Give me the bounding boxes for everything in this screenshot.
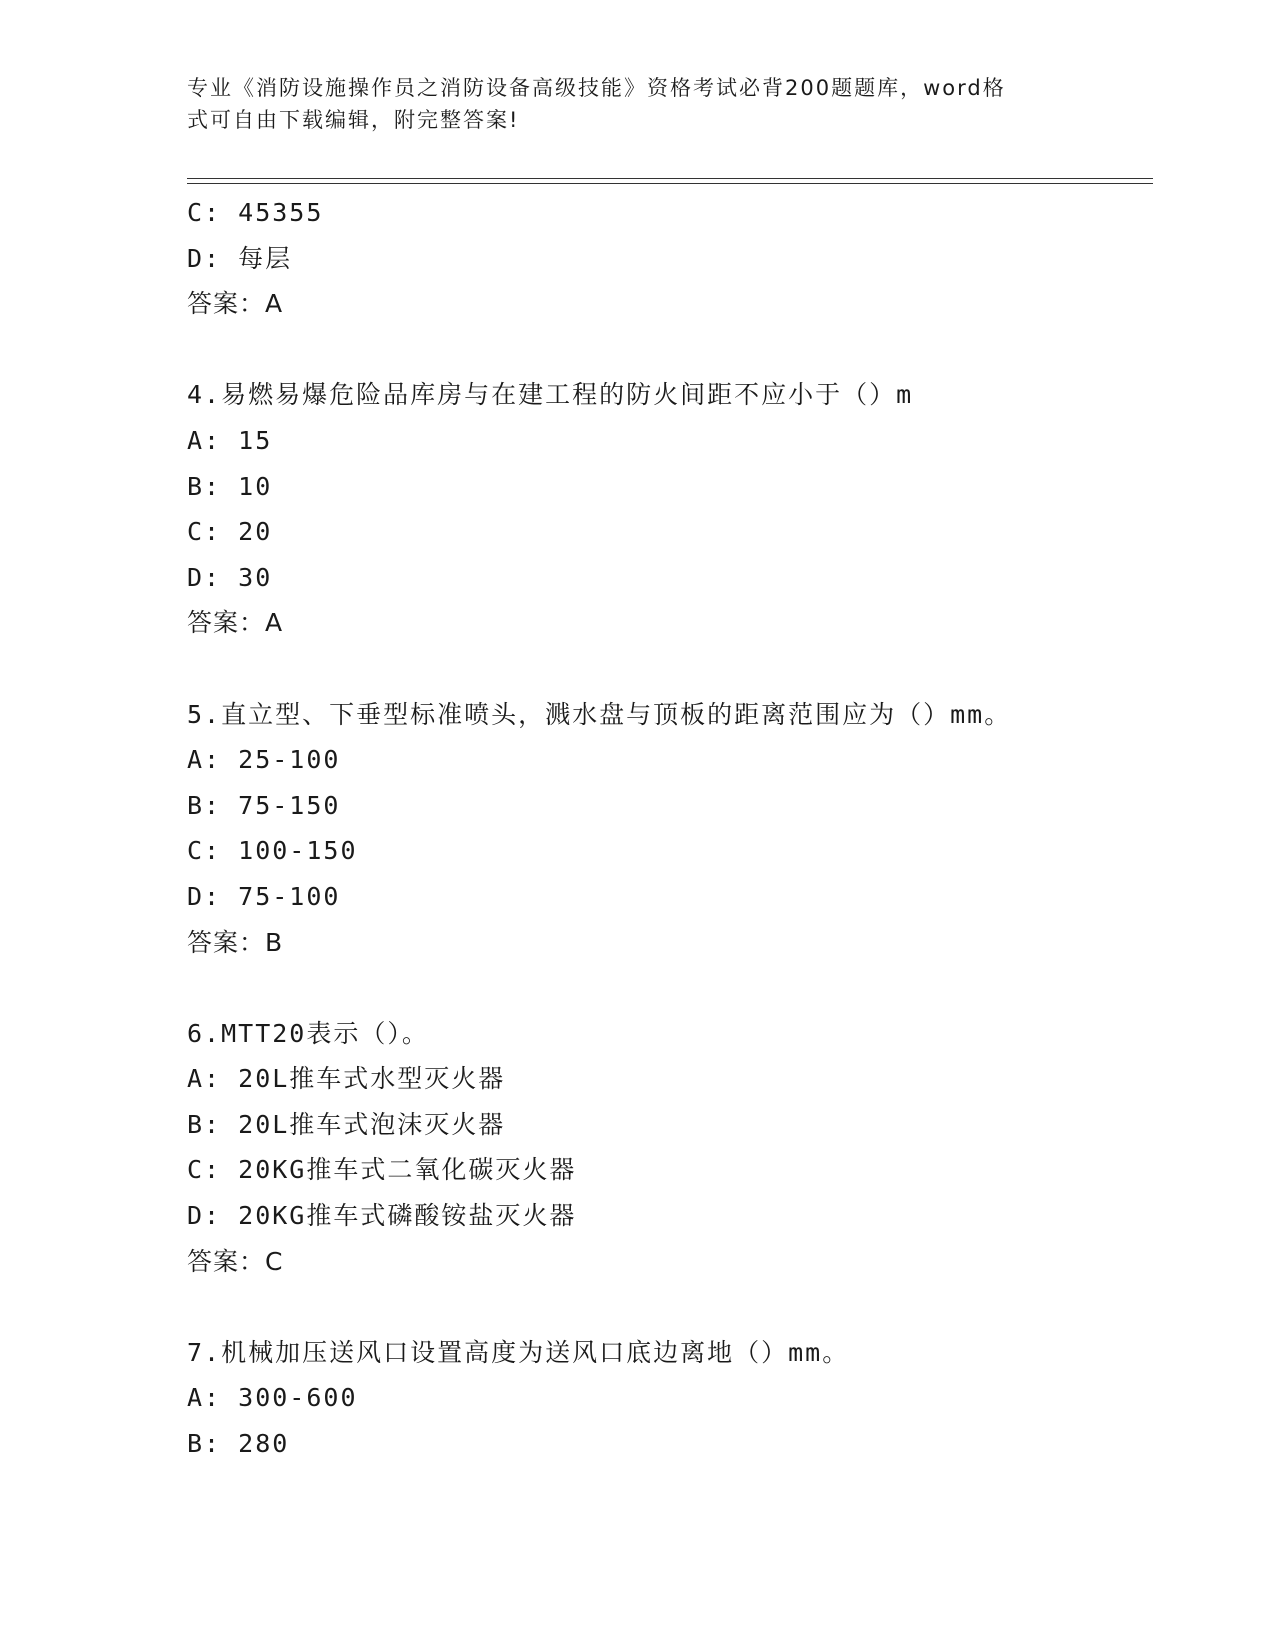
header-rule-top bbox=[187, 178, 1153, 179]
option-d: D: 每层 bbox=[187, 243, 293, 273]
question-stem: 5.直立型、下垂型标准喷头，溅水盘与顶板的距离范围应为（）mm。 bbox=[187, 699, 1012, 729]
document-header bbox=[187, 72, 1067, 136]
question-list bbox=[187, 190, 1153, 1467]
header-line-2: 式可自由下载编辑，附完整答案! bbox=[187, 108, 520, 132]
question-stem: 7.机械加压送风口设置高度为送风口底边离地（）mm。 bbox=[187, 1337, 850, 1367]
option-a: A: 20L推车式水型灭火器 bbox=[187, 1064, 506, 1094]
question-stem: 4.易燃易爆危险品库房与在建工程的防火间距不应小于（）m bbox=[187, 380, 914, 410]
spacer bbox=[187, 965, 1153, 1011]
question-6 bbox=[187, 1011, 1153, 1285]
spacer bbox=[187, 1284, 1153, 1330]
header-rule-bottom bbox=[187, 183, 1153, 184]
option-c: C: 100-150 bbox=[187, 836, 358, 866]
question-7 bbox=[187, 1330, 1153, 1467]
option-c: C: 20KG推车式二氧化碳灭火器 bbox=[187, 1155, 577, 1185]
option-a: A: 25-100 bbox=[187, 745, 341, 775]
question-stem: 6.MTT20表示（）。 bbox=[187, 1018, 429, 1048]
option-d: D: 20KG推车式磷酸铵盐灭火器 bbox=[187, 1201, 577, 1231]
question-5 bbox=[187, 692, 1153, 966]
spacer bbox=[187, 646, 1153, 692]
option-b: B: 280 bbox=[187, 1429, 290, 1459]
option-c: C: 45355 bbox=[187, 198, 324, 227]
answer: 答案：A bbox=[187, 289, 284, 319]
option-b: B: 10 bbox=[187, 471, 273, 501]
option-c: C: 20 bbox=[187, 517, 273, 547]
answer: 答案：B bbox=[187, 927, 284, 957]
option-b: B: 75-150 bbox=[187, 790, 341, 820]
option-d: D: 75-100 bbox=[187, 881, 341, 911]
header-line-1: 专业《消防设施操作员之消防设备高级技能》资格考试必背200题题库，word格 bbox=[187, 76, 1006, 100]
option-b: B: 20L推车式泡沫灭火器 bbox=[187, 1109, 506, 1139]
question-continued bbox=[187, 190, 1153, 327]
option-a: A: 300-600 bbox=[187, 1383, 358, 1413]
answer: 答案：A bbox=[187, 608, 284, 638]
spacer bbox=[187, 327, 1153, 373]
answer: 答案：C bbox=[187, 1246, 284, 1276]
question-4 bbox=[187, 372, 1153, 646]
option-d: D: 30 bbox=[187, 562, 273, 592]
option-a: A: 15 bbox=[187, 425, 273, 455]
